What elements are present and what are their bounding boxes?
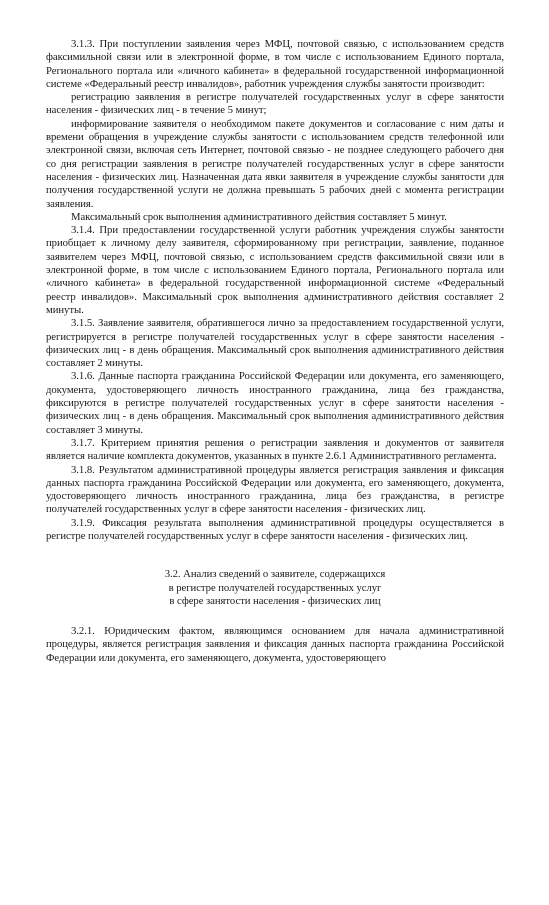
paragraph-3-1-7: 3.1.7. Критерием принятия решения о регистрации заявления и документов от заявителя является наличие комплекта документов, указанных в пункте 2.6.1 Административного регламента. (46, 436, 504, 463)
section-heading-line-3: в сфере занятости населения - физических лиц (169, 594, 381, 607)
paragraph-3-1-3-informing: информирование заявителя о необходимом пакете документов и согласование с ним даты и времени обращения в учреждение службы занятости с использованием средств телефонной или электронной связи, включая сеть Интернет, почтовой связью - не позднее следующего рабочего дня со дня регистрации заявления в регистре получателей государственных услуг в сфере занятости населения - физических лиц. Назначенная дата явки заявителя в учреждение службы занятости для получения государственной услуги не должна превышать 5 рабочих дней с момента регистрации заявления. (46, 117, 504, 210)
paragraph-3-2-1: 3.2.1. Юридическим фактом, являющимся основанием для начала административной процедуры, является регистрация заявления и фиксация данных паспорта гражданина Российской Федерации или документа, его заменяющего, документа, удостоверяющего (46, 625, 504, 664)
document-body (46, 38, 504, 665)
paragraph-3-1-9: 3.1.9. Фиксация результата выполнения административной процедуры осуществляется в регистре получателей государственных услуг в сфере занятости населения - физических лиц. (46, 516, 504, 542)
section-heading-line-2: в регистре получателей государственных услуг (168, 581, 382, 594)
paragraph-3-1-5: 3.1.5. Заявление заявителя, обратившегося лично за предоставлением государственной услуги, регистрируется в регистре получателей государственных услуг в сфере занятости населения - физических лиц - в день обращения. Максимальный срок выполнения административного действия составляет 2 минуты. (46, 317, 504, 370)
paragraph-3-1-3: 3.1.3. При поступлении заявления через МФЦ, почтовой связью, с использованием средств факсимильной связи или в электронной форме, в том числе с использованием Единого портала, Регионального портала или «личного кабинета» в федеральной государственной информационной системе «Федеральный реестр инвалидов», работник учреждения службы занятости производит: (46, 38, 504, 90)
paragraph-3-1-3-registration: регистрацию заявления в регистре получателей государственных услуг в сфере занятости населения - физических лиц - в течение 5 минут; (46, 91, 504, 117)
paragraph-3-1-4: 3.1.4. При предоставлении государственной услуги работник учреждения службы занятости приобщает к личному делу заявителя, сформированному при регистрации, заявление, поданное заявителем через МФЦ, почтовой связью, с использованием средств факсимильной связи или в электронной форме, в том числе с использованием Единого портала, Регионального портала или «личного кабинета» в федеральной государственной информационной системе «Федеральный реестр инвалидов». Максимальный срок выполнения административного действия составляет 2 минуты. (46, 224, 504, 316)
section-heading-3-2 (46, 568, 504, 608)
paragraph-3-1-3-max-time: Максимальный срок выполнения административного действия составляет 5 минут. (71, 210, 447, 223)
paragraph-3-1-8: 3.1.8. Результатом административной процедуры является регистрация заявления и фиксация данных паспорта гражданина Российской Федерации или документа, его заменяющего, документа, удостоверяющего личность иностранного гражданина, лица без гражданства, в регистре получателей государственных услуг в сфере занятости населения - физических лиц. (46, 463, 504, 516)
paragraph-3-1-6: 3.1.6. Данные паспорта гражданина Российской Федерации или документа, его заменяющего, документа, удостоверяющего личность иностранного гражданина, лица без гражданства, фиксируются в регистре получателей государственных услуг в сфере занятости населения - физических лиц - в день обращения. Максимальный срок выполнения административного действия составляет 3 минуты. (46, 370, 504, 436)
section-heading-line-1: 3.2. Анализ сведений о заявителе, содержащихся (164, 568, 386, 581)
